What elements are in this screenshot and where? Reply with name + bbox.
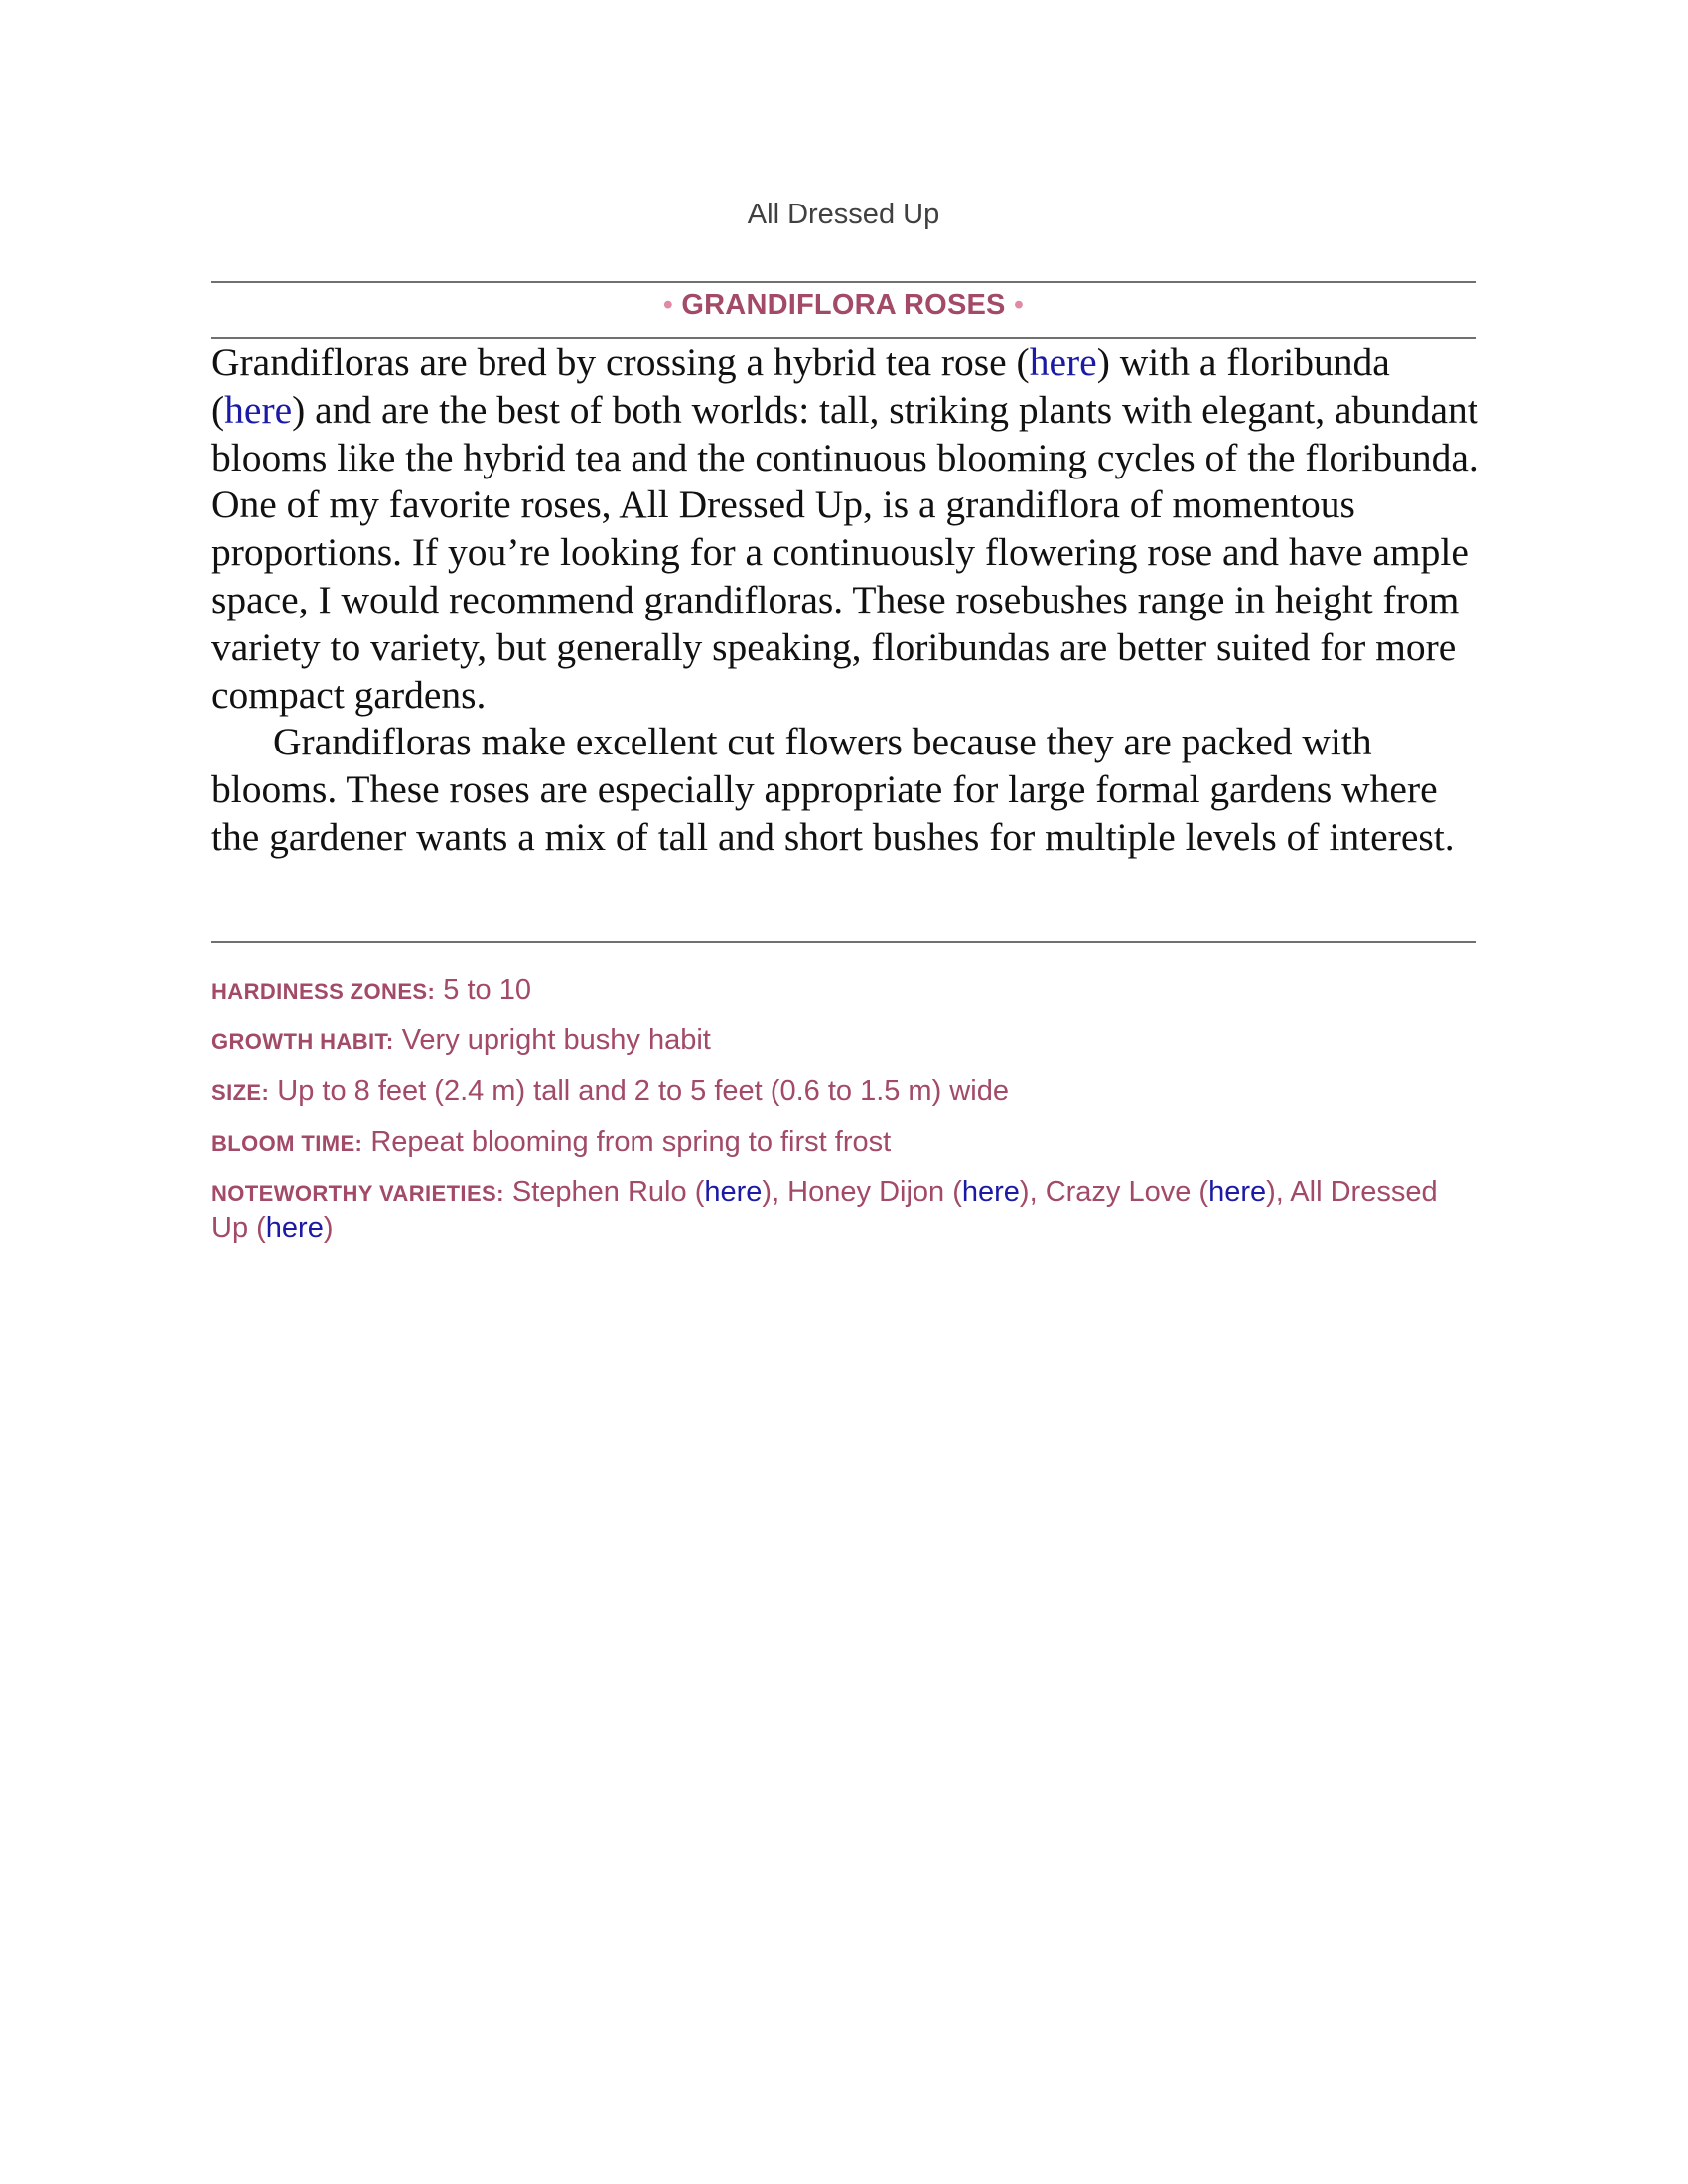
fact-hardiness-zones bbox=[211, 973, 1476, 1009]
variety-text-5: ) bbox=[323, 1212, 334, 1244]
honey-dijon-link[interactable]: here bbox=[961, 1176, 1020, 1208]
facts-top-rule bbox=[211, 941, 1476, 943]
fact-value: Repeat blooming from spring to first frost bbox=[370, 1126, 892, 1158]
fact-value: Very upright bushy habit bbox=[401, 1024, 711, 1056]
bullet-left: • bbox=[662, 289, 674, 321]
fact-label: BLOOM TIME: bbox=[211, 1131, 363, 1156]
stephen-rulo-link[interactable]: here bbox=[704, 1176, 763, 1208]
hybrid-tea-link[interactable]: here bbox=[1029, 341, 1097, 384]
top-rule bbox=[211, 281, 1476, 283]
section-title bbox=[211, 289, 1476, 322]
p1-text-2: ) with a floribunda ( bbox=[211, 341, 1390, 432]
fact-value: 5 to 10 bbox=[443, 974, 531, 1006]
running-header: All Dressed Up bbox=[747, 199, 940, 230]
variety-text-3: ), Crazy Love ( bbox=[1019, 1176, 1209, 1208]
bullet-right: • bbox=[1013, 289, 1025, 321]
fact-label: NOTEWORTHY VARIETIES: bbox=[211, 1181, 504, 1206]
fact-label: HARDINESS ZONES: bbox=[211, 979, 436, 1004]
variety-text-4: ), All Dressed Up ( bbox=[211, 1176, 1438, 1244]
floribunda-link[interactable]: here bbox=[224, 387, 293, 432]
fact-noteworthy-varieties bbox=[211, 1175, 1476, 1246]
fact-size bbox=[211, 1074, 1476, 1110]
fact-label: GROWTH HABIT: bbox=[211, 1029, 394, 1054]
paragraph-2: Grandifloras make excellent cut flowers because they are packed with blooms. These roses are especially appropriate for large formal gardens where the gardener wants a mix of tall and short bushes for multiple levels of interest. bbox=[211, 720, 1455, 859]
fact-value: Up to 8 feet (2.4 m) tall and 2 to 5 feet (0.6 to 1.5 m) wide bbox=[277, 1075, 1009, 1107]
all-dressed-up-link[interactable]: here bbox=[265, 1212, 324, 1244]
variety-text-2: ), Honey Dijon ( bbox=[762, 1176, 962, 1208]
p1-text-1: Grandifloras are bred by crossing a hybrid tea rose ( bbox=[211, 341, 1030, 384]
fact-label: SIZE: bbox=[211, 1080, 270, 1105]
body-text bbox=[211, 340, 1482, 862]
fact-bloom-time bbox=[211, 1125, 1476, 1160]
facts-panel bbox=[211, 973, 1476, 1261]
fact-growth-habit bbox=[211, 1024, 1476, 1059]
variety-text-1: Stephen Rulo ( bbox=[511, 1176, 705, 1208]
crazy-love-link[interactable]: here bbox=[1208, 1176, 1267, 1208]
title-underline-rule bbox=[211, 337, 1476, 339]
p1-text-3: ) and are the best of both worlds: tall, striking plants with elegant, abundant blooms like the hybrid tea and the continuous blooming cycles of the floribunda. One of my favorite roses, All Dressed Up, is a grandiflora of momentous proportions. If you’re looking for a continuously flowering rose and have ample space, I would recommend grandifloras. These rosebushes range in height from variety to variety, but generally speaking, floribundas are better suited for more compact gardens. bbox=[211, 387, 1478, 717]
section-title-text: GRANDIFLORA ROSES bbox=[681, 289, 1006, 321]
paragraph-1 bbox=[211, 340, 1482, 719]
